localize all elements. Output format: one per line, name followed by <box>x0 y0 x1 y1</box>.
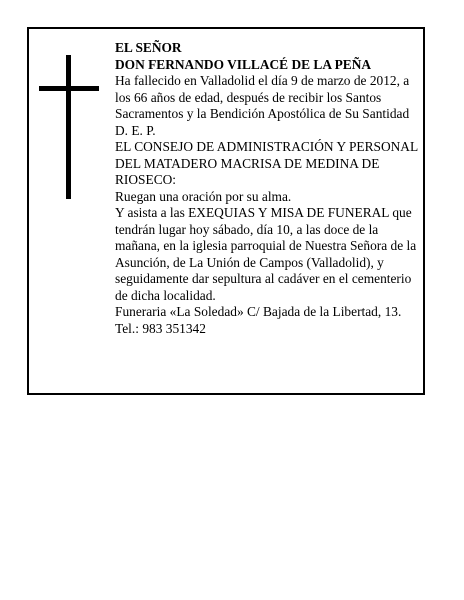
funeral-details: Y asista a las EXEQUIAS Y MISA DE FUNERAL que tendrán lugar hoy sábado, día 10, a las doce de la mañana, en la iglesia parroquial de Nuestra Señora de la Asunción, de La Unión de Campos (Valladolid), y seguidamente dar sepultura al cadáver en el cementerio de dicha localidad. <box>115 205 417 303</box>
cross-vertical-bar <box>66 55 71 199</box>
funeral-home: Funeraria «La Soledad» C/ Bajada de la Libertad, 13. <box>115 304 402 319</box>
death-announcement: Ha fallecido en Valladolid el día 9 de marzo de 2012, a los 66 años de edad, después de recibir los Santos Sacramentos y la Bendición Apostólica de Su Santidad <box>115 73 410 121</box>
funeral-home-phone: Tel.: 983 351342 <box>115 320 206 336</box>
notice-honorific: EL SEÑOR <box>115 40 182 55</box>
cross-icon <box>39 55 99 199</box>
obituary-notice <box>27 27 425 395</box>
deceased-name: DON FERNANDO VILLACÉ DE LA PEÑA <box>115 56 372 72</box>
notice-body <box>115 40 425 337</box>
organization-name: EL CONSEJO DE ADMINISTRACIÓN Y PERSONAL DEL MATADERO MACRISA DE MEDINA DE RIOSECO: <box>115 139 418 187</box>
rip-text: D. E. P. <box>115 122 156 138</box>
prayer-request: Ruegan una oración por su alma. <box>115 188 292 204</box>
cross-horizontal-bar <box>39 86 99 91</box>
